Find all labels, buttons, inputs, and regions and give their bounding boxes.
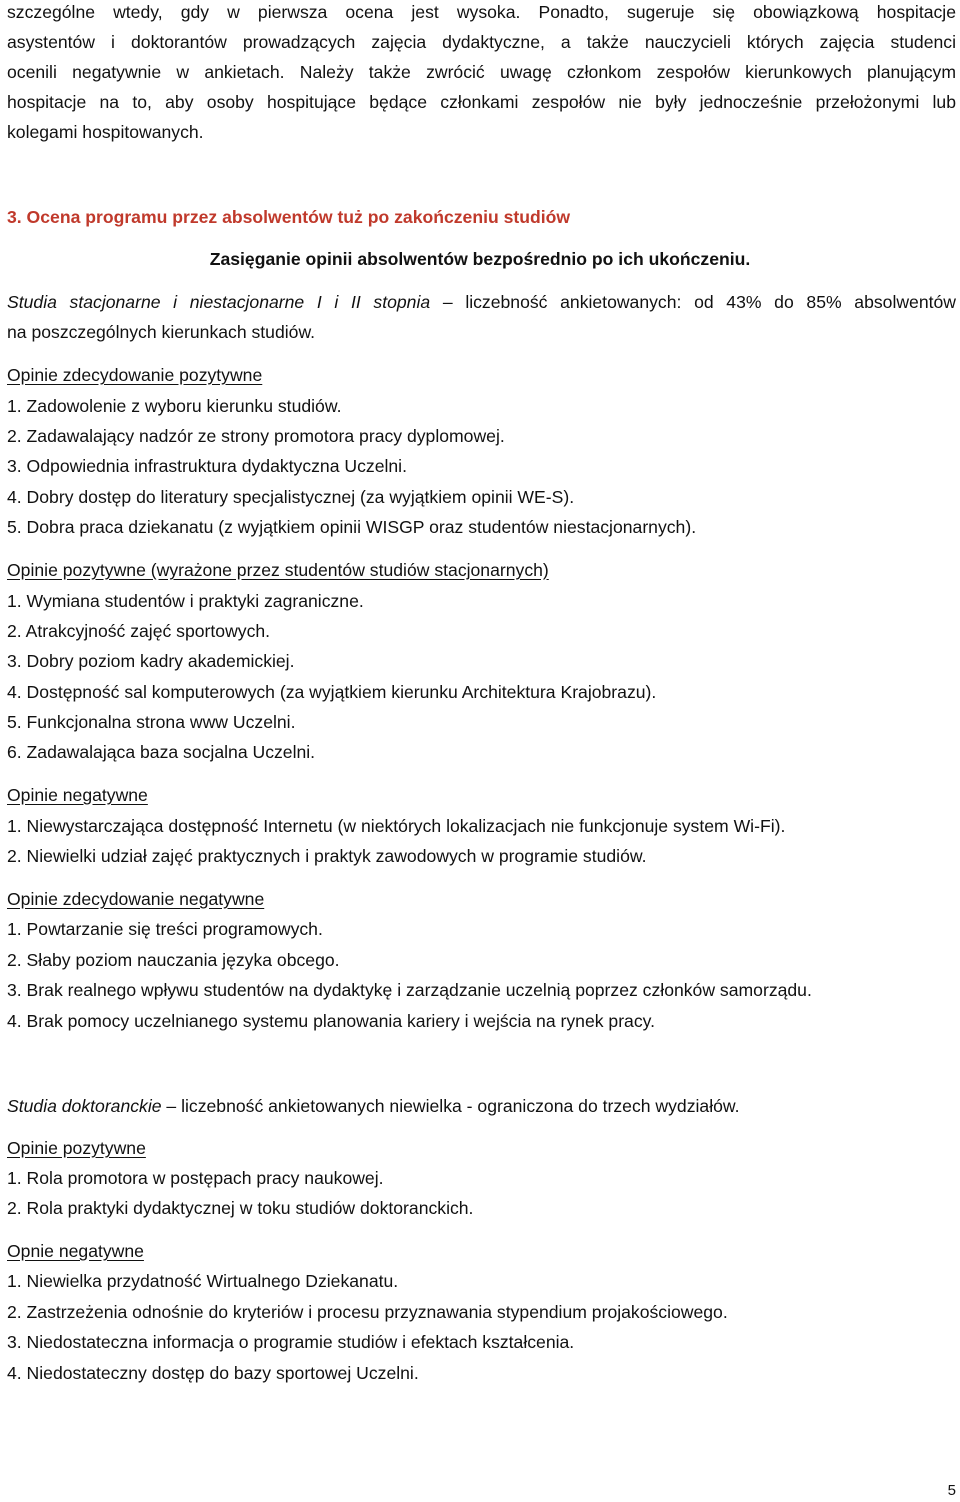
page-number: 5 <box>947 1482 956 1499</box>
group-title: Opnie negatywne <box>7 1241 144 1261</box>
list-item: 2. Zadawalający nadzór ze strony promotora pracy dyplomowej. <box>7 426 505 446</box>
dash: – <box>442 292 453 312</box>
stacjonarne-text: liczebność ankietowanych: od 43% do 85% absolwentów <box>465 292 957 312</box>
list-item: 2. Słaby poziom nauczania języka obcego. <box>7 950 340 970</box>
group-title: Opinie zdecydowanie negatywne <box>7 889 265 909</box>
study-type-label: Studia stacjonarne i niestacjonarne I i II stopnia <box>7 292 431 312</box>
doktoranckie-intro <box>7 1095 956 1117</box>
list-item: 1. Niewielka przydatność Wirtualnego Dziekanatu. <box>7 1271 399 1291</box>
list-item: 2. Niewielki udział zajęć praktycznych i praktyk zawodowych w programie studiów. <box>7 846 647 866</box>
list-item: 3. Dobry poziom kadry akademickiej. <box>7 651 295 671</box>
list-item: 1. Niewystarczająca dostępność Internetu (w niektórych lokalizacjach nie funkcjonuje system Wi-Fi). <box>7 816 786 836</box>
paragraph-line: kolegami hospitowanych. <box>7 122 204 142</box>
list-item: 1. Rola promotora w postępach pracy naukowej. <box>7 1168 384 1188</box>
group-title: Opinie zdecydowanie pozytywne <box>7 365 263 385</box>
paragraph-line: hospitacje na to, aby osoby hospitujące będące członkami zespołów nie były jednocześnie przełożonymi lub <box>7 92 956 112</box>
paragraph-line: asystentów i doktorantów prowadzących zajęcia dydaktyczne, a także nauczycieli których zajęcia studenci <box>7 32 956 52</box>
list-item: 6. Zadawalająca baza socjalna Uczelni. <box>7 742 316 762</box>
section-heading: 3. Ocena programu przez absolwentów tuż po zakończeniu studiów <box>7 207 571 227</box>
list-item: 4. Dostępność sal komputerowych (za wyjątkiem kierunku Architektura Krajobrazu). <box>7 682 657 702</box>
list-item: 3. Odpowiednia infrastruktura dydaktyczna Uczelni. <box>7 456 407 476</box>
dash: – <box>166 1096 177 1116</box>
list-item: 5. Funkcjonalna strona www Uczelni. <box>7 712 296 732</box>
group-title: Opinie negatywne <box>7 785 148 805</box>
group-title: Opinie pozytywne (wyrażone przez studentów studiów stacjonarnych) <box>7 560 549 580</box>
paragraph-line: szczególne wtedy, gdy w pierwsza ocena jest wysoka. Ponadto, sugeruje się obowiązkową hospitacje <box>7 2 956 22</box>
list-item: 3. Brak realnego wpływu studentów na dydaktykę i zarządzanie uczelnią poprzez członków samorządu. <box>7 980 812 1000</box>
list-item: 5. Dobra praca dziekanatu (z wyjątkiem opinii WISGP oraz studentów niestacjonarnych). <box>7 517 697 537</box>
study-type-label: Studia doktoranckie <box>7 1096 162 1116</box>
section-subheading: Zasięganie opinii absolwentów bezpośrednio po ich ukończeniu. <box>209 249 751 269</box>
list-item: 2. Atrakcyjność zajęć sportowych. <box>7 621 271 641</box>
list-item: 4. Niedostateczny dostęp do bazy sportowej Uczelni. <box>7 1363 419 1383</box>
group-title: Opinie pozytywne <box>7 1138 146 1158</box>
list-item: 1. Zadowolenie z wyboru kierunku studiów. <box>7 396 342 416</box>
stacjonarne-text-line2: na poszczególnych kierunkach studiów. <box>7 322 316 342</box>
list-item: 3. Niedostateczna informacja o programie studiów i efektach kształcenia. <box>7 1332 575 1352</box>
list-item: 4. Dobry dostęp do literatury specjalistycznej (za wyjątkiem opinii WE-S). <box>7 487 575 507</box>
list-item: 1. Powtarzanie się treści programowych. <box>7 919 323 939</box>
stacjonarne-intro <box>7 291 956 313</box>
list-item: 2. Zastrzeżenia odnośnie do kryteriów i procesu przyznawania stypendium projakościowego. <box>7 1302 728 1322</box>
doktoranckie-text: liczebność ankietowanych niewielka - ograniczona do trzech wydziałów. <box>181 1096 740 1116</box>
list-item: 2. Rola praktyki dydaktycznej w toku studiów doktoranckich. <box>7 1198 474 1218</box>
paragraph-line: ocenili negatywnie w ankietach. Należy także zwrócić uwagę członkom zespołów kierunkowych planującym <box>7 62 956 82</box>
list-item: 4. Brak pomocy uczelnianego systemu planowania kariery i wejścia na rynek pracy. <box>7 1011 656 1031</box>
list-item: 1. Wymiana studentów i praktyki zagraniczne. <box>7 591 364 611</box>
